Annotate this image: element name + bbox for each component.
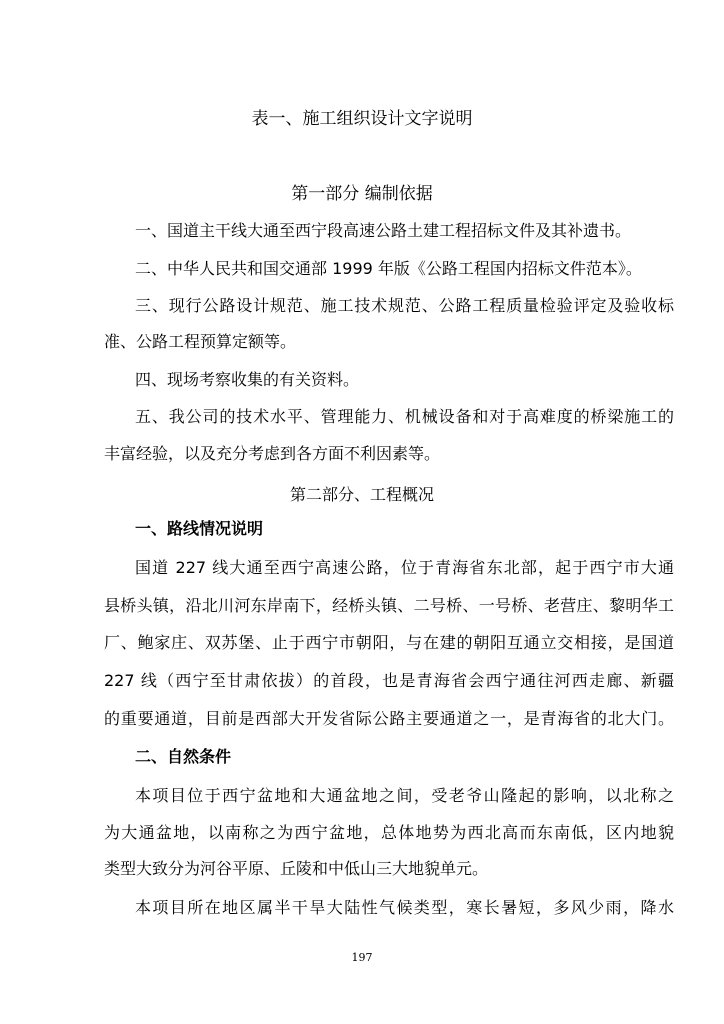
section2-line-2: 为大通盆地，以南称之为西宁盆地，总体地势为西北高而东南低，区内地貌: [104, 823, 674, 842]
part1-line-1: 一、国道主干线大通至西宁段高速公路土建工程招标文件及其补遗书。: [135, 221, 632, 240]
section2-line-1: 本项目位于西宁盆地和大通盆地之间，受老爷山隆起的影响，以北称之: [135, 786, 674, 805]
section1-line-2: 县桥头镇，沿北川河东岸南下，经桥头镇、二号桥、一号桥、老营庄、黎明华工: [104, 596, 674, 615]
section2-line-3: 类型大致分为河谷平原、丘陵和中低山三大地貌单元。: [104, 859, 489, 878]
part2-heading: 第二部分、工程概况: [289, 485, 434, 504]
part1-line-7: 丰富经验，以及充分考虑到各方面不利因素等。: [104, 444, 441, 463]
section1-line-1: 国道 227 线大通至西宁高速公路，位于青海省东北部，起于西宁市大通: [135, 558, 674, 577]
section1-line-3: 厂、鲍家庄、双苏堡、止于西宁市朝阳，与在建的朝阳互通立交相接，是国道: [104, 633, 674, 652]
part1-line-6: 五、我公司的技术水平、管理能力、机械设备和对于高难度的桥梁施工的: [135, 407, 674, 426]
part1-line-4: 准、公路工程预算定额等。: [104, 332, 297, 351]
section1-line-5: 的重要通道，目前是西部大开发省际公路主要通道之一，是青海省的北大门。: [104, 709, 674, 728]
section2-line-4: 本项目所在地区属半干旱大陆性气候类型，寒长暑短，多风少雨，降水: [135, 898, 674, 917]
part1-heading: 第一部分 编制依据: [291, 184, 433, 204]
section1-title: 一、路线情况说明: [135, 519, 264, 538]
table-title: 表一、施工组织设计文字说明: [251, 109, 473, 129]
part1-line-3: 三、现行公路设计规范、施工技术规范、公路工程质量检验评定及验收标: [135, 296, 674, 315]
page-number: 197: [351, 951, 373, 964]
section2-title: 二、自然条件: [135, 747, 232, 766]
part1-line-5: 四、现场考察收集的有关资料。: [135, 370, 360, 389]
part1-line-2: 二、中华人民共和国交通部 1999 年版《公路工程国内招标文件范本》。: [135, 259, 642, 278]
section1-line-4: 227 线（西宁至甘肃依拔）的首段，也是青海省会西宁通往河西走廊、新疆: [104, 671, 674, 690]
